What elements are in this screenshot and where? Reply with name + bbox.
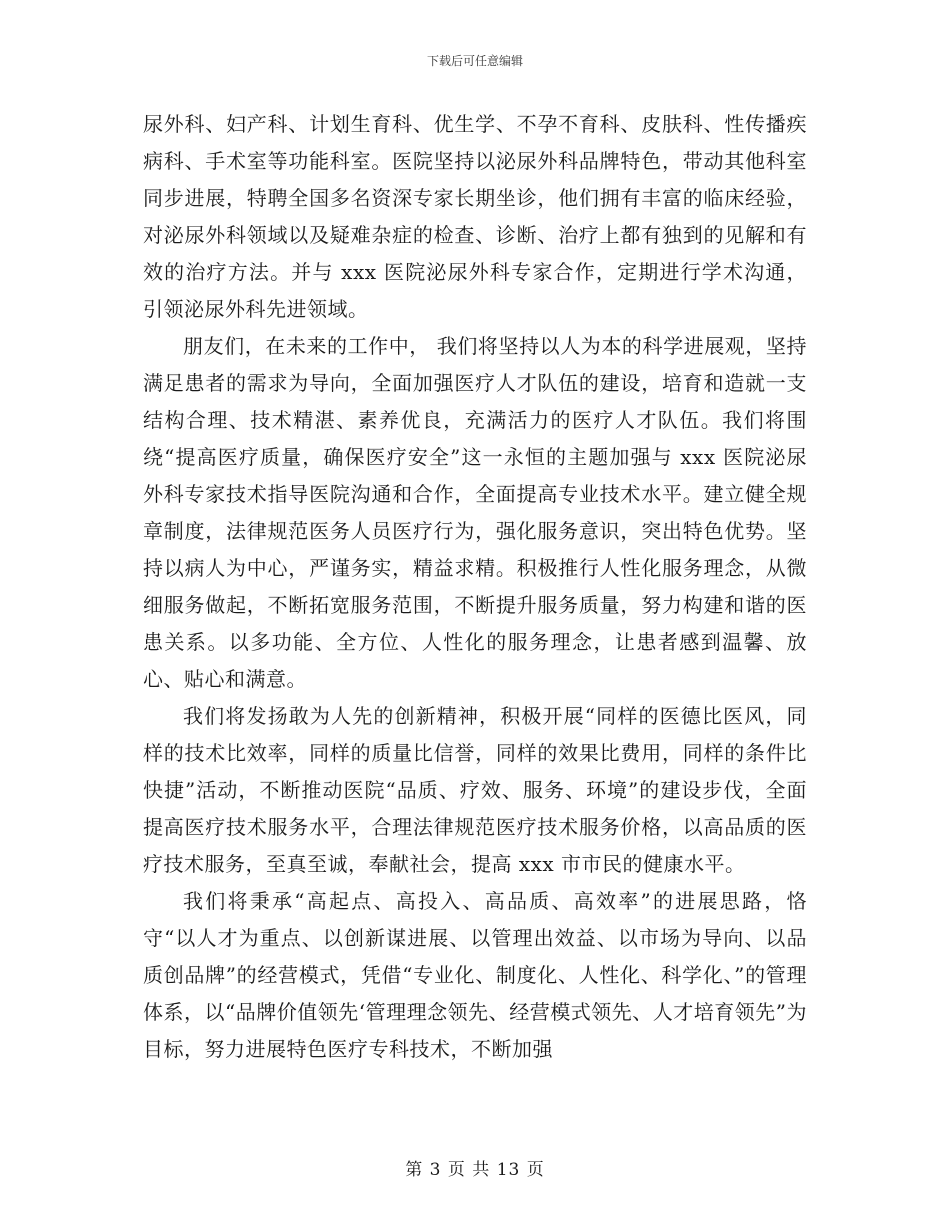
page-number-footer: 第 3 页 共 13 页 [405,1160,545,1180]
paragraph: 朋友们，在未来的工作中， 我们将坚持以人为本的科学进展观，坚持满足患者的需求为导向，全面加强医疗人才队伍的建设，培育和造就一支结构合理、技术精湛、素养优良，充满活力的医疗人才队伍。我们将围绕“提高医疗质量，确保医疗安全”这一永恒的主题加强与 xxx 医院泌尿外科专家技术指导医院沟通和合作，全面提高专业技术水平。建立健全规章制度，法律规范医务人员医疗行为，强化服务意识，突出特色优势。坚持以病人为中心，严谨务实，精益求精。积极推行人性化服务理念，从微细服务做起，不断拓宽服务范围，不断提升服务质量，努力构建和谐的医患关系。以多功能、全方位、人性化的服务理念，让患者感到温馨、放心、贴心和满意。 [143,334,807,691]
page-header: 下载后可任意编辑 [426,54,523,68]
paragraph: 我们将发扬敢为人先的创新精神，积极开展“同样的医德比医风，同样的技术比效率，同样的质量比信誉，同样的效果比费用，同样的条件比快捷”活动，不断推动医院“品质、疗效、服务、环境”的建设步伐，全面提高医疗技术服务水平，合理法律规范医疗技术服务价格，以高品质的医疗技术服务，至真至诚，奉献社会，提高 xxx 市市民的健康水平。 [143,704,807,876]
paragraph-continuation: 尿外科、妇产科、计划生育科、优生学、不孕不育科、皮肤科、性传播疾病科、手术室等功能科室。医院坚持以泌尿外科品牌特色，带动其他科室同步进展，特聘全国多名资深专家长期坐诊，他们拥有丰富的临床经验，对泌尿外科领域以及疑难杂症的检查、诊断、治疗上都有独到的见解和有效的治疗方法。并与 xxx 医院泌尿外科专家合作，定期进行学术沟通，引领泌尿外科先进领域。 [143,112,807,321]
document-body [143,106,807,1068]
paragraph: 我们将秉承“高起点、高投入、高品质、高效率”的进展思路，恪守“以人才为重点、以创新谋进展、以管理出效益、以市场为导向、以品质创品牌”的经营模式，凭借“专业化、制度化、人性化、科学化、”的管理体系，以“品牌价值领先‘管理理念领先、经营模式领先、人才培育领先”为目标，努力进展特色医疗专科技术，不断加强 [143,889,807,1061]
